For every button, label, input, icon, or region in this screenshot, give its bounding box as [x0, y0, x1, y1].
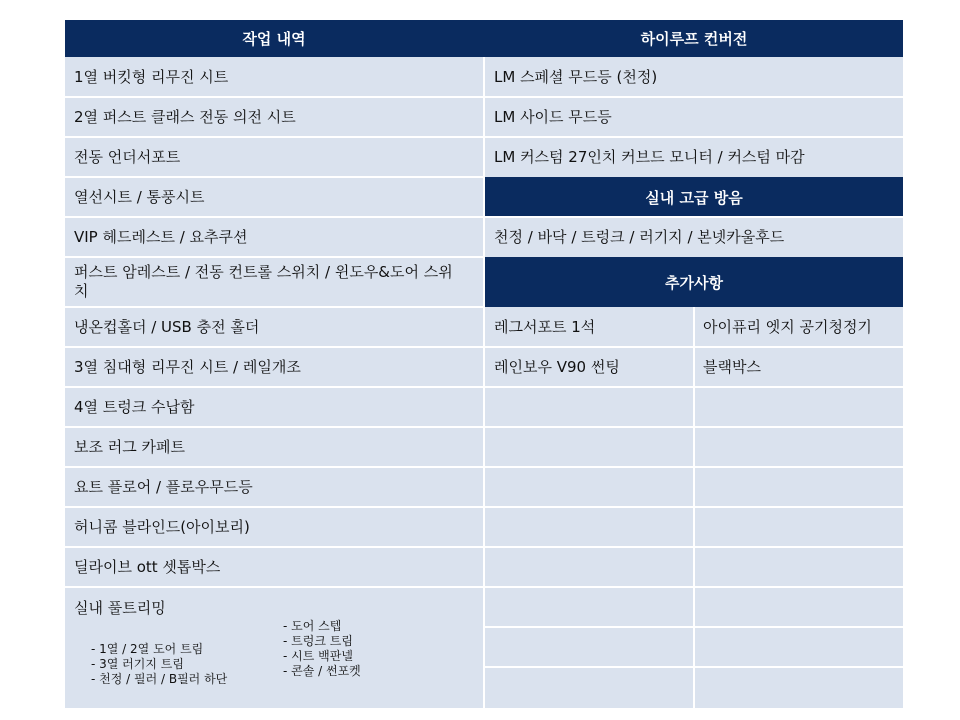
grid-line: [65, 176, 483, 178]
grid-line: [65, 426, 483, 428]
trimming-sub-item: - 천정 / 필러 / B필러 하단: [91, 672, 228, 686]
left-row-10: 보조 러그 카페트: [65, 427, 483, 467]
trimming-sub-item: - 1열 / 2열 도어 트림: [91, 642, 204, 656]
trimming-sub-item: - 트렁크 트림: [283, 634, 353, 648]
grid-line: [485, 96, 903, 98]
header-work-history: 작업 내역: [65, 20, 483, 57]
grid-line: [65, 256, 483, 258]
header-divider: [483, 20, 485, 57]
grid-line: [65, 96, 483, 98]
grid-line: [65, 506, 483, 508]
grid-line: [65, 546, 483, 548]
left-row-3: 전동 언더서포트: [65, 137, 483, 177]
hiroof-item-1: LM 스페셜 무드등 (천정): [485, 57, 903, 97]
left-row-9: 4열 트렁크 수납함: [65, 387, 483, 427]
grid-line: [485, 216, 903, 218]
header-sound-insulation: 실내 고급 방음: [485, 177, 903, 217]
trimming-sublist-left: [91, 642, 227, 687]
trimming-sublist-right: [283, 619, 361, 679]
grid-line: [483, 57, 485, 708]
grid-line: [65, 306, 483, 308]
left-row-13: 딜라이브 ott 셋톱박스: [65, 547, 483, 587]
grid-line: [65, 386, 483, 388]
left-row-11: 요트 플로어 / 플로우무드등: [65, 467, 483, 507]
left-row-1: 1열 버킷형 리무진 시트: [65, 57, 483, 97]
left-row-2: 2열 퍼스트 클래스 전동 의전 시트: [65, 97, 483, 137]
extra-item-blackbox: 블랙박스: [694, 347, 903, 387]
left-row-8: 3열 침대형 리무진 시트 / 레일개조: [65, 347, 483, 387]
header-extras: 추가사항: [485, 257, 903, 307]
grid-line: [65, 466, 483, 468]
left-row-6: 퍼스트 암레스트 / 전동 컨트롤 스위치 / 윈도우&도어 스위치: [65, 257, 483, 307]
grid-line: [65, 586, 483, 588]
left-row-12: 허니콤 블라인드(아이보리): [65, 507, 483, 547]
extra-item-tinting: 레인보우 V90 썬팅: [485, 347, 694, 387]
trimming-sub-item: - 도어 스텝: [283, 619, 342, 633]
left-row-5: VIP 헤드레스트 / 요추쿠션: [65, 217, 483, 257]
hiroof-item-3: LM 커스텀 27인치 커브드 모니터 / 커스텀 마감: [485, 137, 903, 177]
work-table: [65, 20, 903, 708]
sound-insulation-item: 천정 / 바닥 / 트렁크 / 러기지 / 본넷카울후드: [485, 217, 903, 257]
hiroof-item-2: LM 사이드 무드등: [485, 97, 903, 137]
extra-item-leg-support: 레그서포트 1석: [485, 307, 694, 347]
left-row-14: [65, 587, 483, 708]
header-hiroof-conversion: 하이루프 컨버전: [485, 20, 903, 57]
trimming-sub-item: - 시트 백판넬: [283, 649, 353, 663]
trimming-sub-item: - 3열 러기지 트림: [91, 657, 184, 671]
left-row-4: 열선시트 / 통풍시트: [65, 177, 483, 217]
grid-line: [65, 216, 483, 218]
trimming-title: 실내 풀트리밍: [74, 599, 166, 617]
grid-line: [65, 346, 483, 348]
left-row-7: 냉온컵홀더 / USB 충전 홀더: [65, 307, 483, 347]
grid-line: [693, 307, 695, 708]
extra-item-air-purifier: 아이퓨리 엣지 공기청정기: [694, 307, 903, 347]
trimming-sub-item: - 콘솔 / 썬포켓: [283, 664, 361, 678]
grid-line: [65, 136, 483, 138]
grid-line: [485, 136, 903, 138]
